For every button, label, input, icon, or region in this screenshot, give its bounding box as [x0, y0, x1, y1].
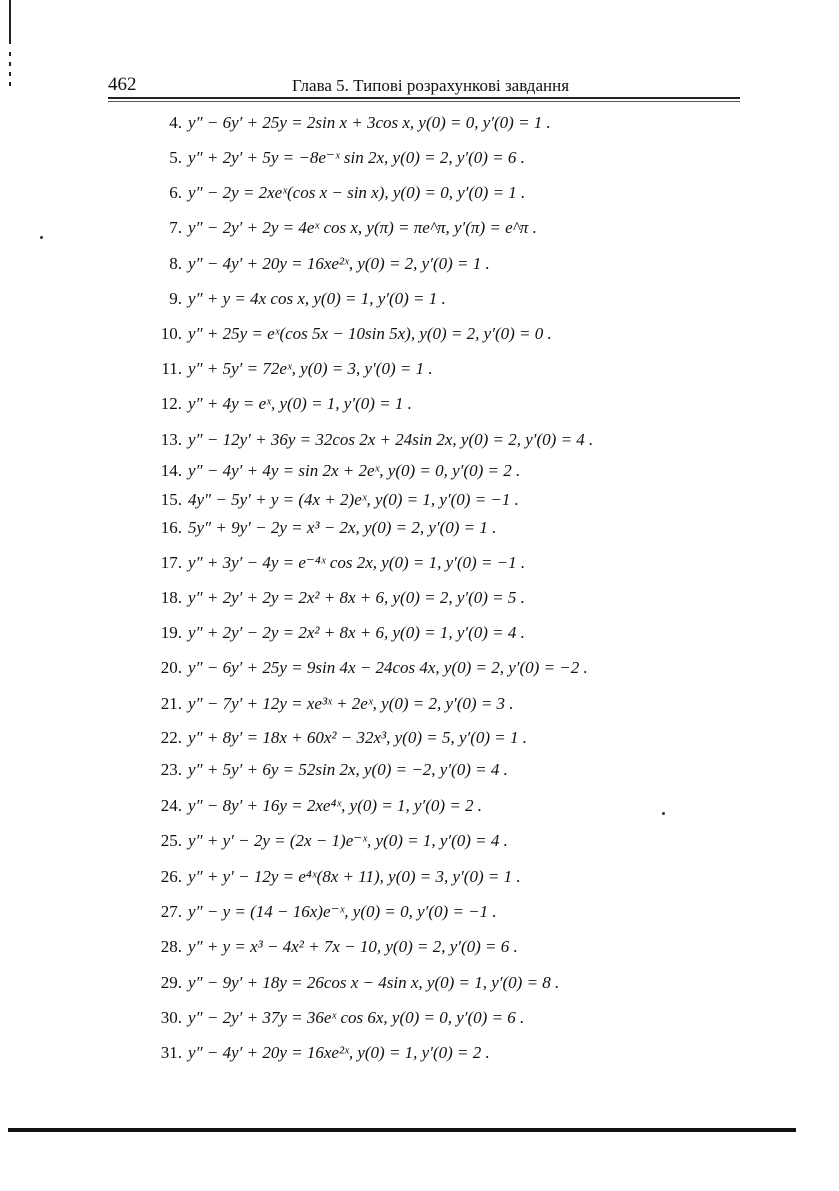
problem-equation: y″ + 3y′ − 4y = e⁻⁴ˣ cos 2x, y(0) = 1, y′(0) = −1 . [188, 553, 526, 572]
problem-equation: y″ + y = x³ − 4x² + 7x − 10, y(0) = 2, y′(0) = 6 . [188, 937, 518, 956]
problem-number: 20. [160, 658, 182, 677]
problem-equation: y″ − 4y′ + 20y = 16xe²ˣ, y(0) = 1, y′(0) = 2 . [188, 1043, 490, 1062]
problem-number: 24. [160, 796, 182, 815]
problem-equation: y″ + 2y′ − 2y = 2x² + 8x + 6, y(0) = 1, y′(0) = 4 . [188, 623, 525, 642]
problem-item [140, 795, 482, 817]
problem-item [140, 972, 559, 994]
problem-item [140, 759, 508, 781]
problem-item [140, 253, 490, 275]
problem-equation: y″ − 4y′ + 20y = 16xe²ˣ, y(0) = 2, y′(0) = 1 . [188, 254, 490, 273]
problem-item [140, 830, 508, 852]
problem-item [140, 112, 551, 134]
problem-number: 11. [161, 359, 182, 378]
problem-number: 31. [160, 1043, 182, 1062]
problem-number: 16. [160, 518, 182, 537]
problem-item [140, 901, 497, 923]
problem-item [140, 622, 525, 644]
problem-item [140, 517, 496, 539]
problem-number: 13. [160, 430, 182, 449]
problem-item [140, 358, 433, 380]
problem-number: 26. [160, 867, 182, 886]
problem-equation: y″ + 25y = eˣ(cos 5x − 10sin 5x), y(0) = 2, y′(0) = 0 . [188, 324, 552, 343]
problem-equation: y″ − 8y′ + 16y = 2xe⁴ˣ, y(0) = 1, y′(0) = 2 . [188, 796, 483, 815]
problem-item [140, 489, 519, 511]
problem-number: 29. [160, 973, 182, 992]
problem-equation: 5y″ + 9y′ − 2y = x³ − 2x, y(0) = 2, y′(0) = 1 . [188, 518, 497, 537]
problem-number: 27. [160, 902, 182, 921]
problem-number: 28. [160, 937, 182, 956]
problem-equation: y″ + 5y′ = 72eˣ, y(0) = 3, y′(0) = 1 . [188, 359, 433, 378]
page-number: 462 [108, 74, 137, 95]
problem-item [140, 217, 537, 239]
problem-equation: y″ + 8y′ = 18x + 60x² − 32x³, y(0) = 5, y′(0) = 1 . [188, 728, 528, 747]
problem-equation: y″ + 5y′ + 6y = 52sin 2x, y(0) = −2, y′(0) = 4 . [188, 760, 508, 779]
problem-item [140, 552, 525, 574]
problem-equation: y″ − 12y′ + 36y = 32cos 2x + 24sin 2x, y(0) = 2, y′(0) = 4 . [188, 430, 594, 449]
problem-equation: y″ + y = 4x cos x, y(0) = 1, y′(0) = 1 . [188, 289, 446, 308]
problem-equation: y″ − 6y′ + 25y = 9sin 4x − 24cos 4x, y(0) = 2, y′(0) = −2 . [188, 658, 588, 677]
problem-equation: y″ − 4y′ + 4y = sin 2x + 2eˣ, y(0) = 0, y′(0) = 2 . [188, 461, 521, 480]
footer-rule [8, 1128, 796, 1132]
problem-equation: y″ + y′ − 2y = (2x − 1)e⁻ˣ, y(0) = 1, y′(0) = 4 . [188, 831, 508, 850]
problem-equation: y″ + 4y = eˣ, y(0) = 1, y′(0) = 1 . [188, 394, 412, 413]
problem-number: 23. [160, 760, 182, 779]
problem-number: 19. [160, 623, 182, 642]
problem-number: 21. [160, 694, 182, 713]
chapter-title: Глава 5. Типові розрахункові завдання [292, 76, 570, 95]
problem-item [140, 587, 525, 609]
problem-equation: y″ − 9y′ + 18y = 26cos x − 4sin x, y(0) = 1, y′(0) = 8 . [188, 973, 560, 992]
problem-number: 22. [160, 728, 182, 747]
problem-item [140, 147, 525, 169]
problem-equation: y″ − 7y′ + 12y = xe³ˣ + 2eˣ, y(0) = 2, y′(0) = 3 . [188, 694, 514, 713]
problem-equation: y″ − 2y′ + 2y = 4eˣ cos x, y(π) = πe^π, y′(π) = e^π . [188, 218, 537, 237]
problem-number: 4. [169, 113, 182, 132]
problem-number: 18. [160, 588, 182, 607]
problem-equation: y″ + 2y′ + 2y = 2x² + 8x + 6, y(0) = 2, y′(0) = 5 . [188, 588, 525, 607]
problem-number: 9. [169, 289, 182, 308]
problem-equation: y″ + 2y′ + 5y = −8e⁻ˣ sin 2x, y(0) = 2, y′(0) = 6 . [188, 148, 525, 167]
problem-item [140, 1042, 490, 1064]
problem-number: 5. [169, 148, 182, 167]
problem-number: 30. [160, 1008, 182, 1027]
problem-number: 6. [169, 183, 182, 202]
problem-item [140, 182, 525, 204]
problem-number: 14. [160, 461, 182, 480]
problem-item [140, 693, 514, 715]
problem-number: 7. [169, 218, 182, 237]
problem-number: 25. [160, 831, 182, 850]
problem-equation: y″ + y′ − 12y = e⁴ˣ(8x + 11), y(0) = 3, y′(0) = 1 . [188, 867, 521, 886]
problem-item [140, 936, 518, 958]
problem-number: 15. [160, 490, 182, 509]
problem-item [140, 657, 588, 679]
problem-number: 12. [160, 394, 182, 413]
problem-equation: y″ − 6y′ + 25y = 2sin x + 3cos x, y(0) = 0, y′(0) = 1 . [188, 113, 551, 132]
problem-equation: y″ − y = (14 − 16x)e⁻ˣ, y(0) = 0, y′(0) = −1 . [188, 902, 497, 921]
problem-item [140, 727, 527, 749]
problem-item [140, 429, 593, 451]
problem-number: 10. [160, 324, 182, 343]
problem-equation: y″ − 2y = 2xeˣ(cos x − sin x), y(0) = 0, y′(0) = 1 . [188, 183, 526, 202]
problem-equation: y″ − 2y′ + 37y = 36eˣ cos 6x, y(0) = 0, y′(0) = 6 . [188, 1008, 525, 1027]
problem-item [140, 866, 521, 888]
problem-item [140, 323, 552, 345]
problem-item [140, 288, 446, 310]
problem-item [140, 1007, 524, 1029]
problem-number: 17. [160, 553, 182, 572]
problem-equation: 4y″ − 5y′ + y = (4x + 2)eˣ, y(0) = 1, y′(0) = −1 . [188, 490, 519, 509]
problem-item [140, 393, 412, 415]
problem-number: 8. [169, 254, 182, 273]
problem-item [140, 460, 520, 482]
